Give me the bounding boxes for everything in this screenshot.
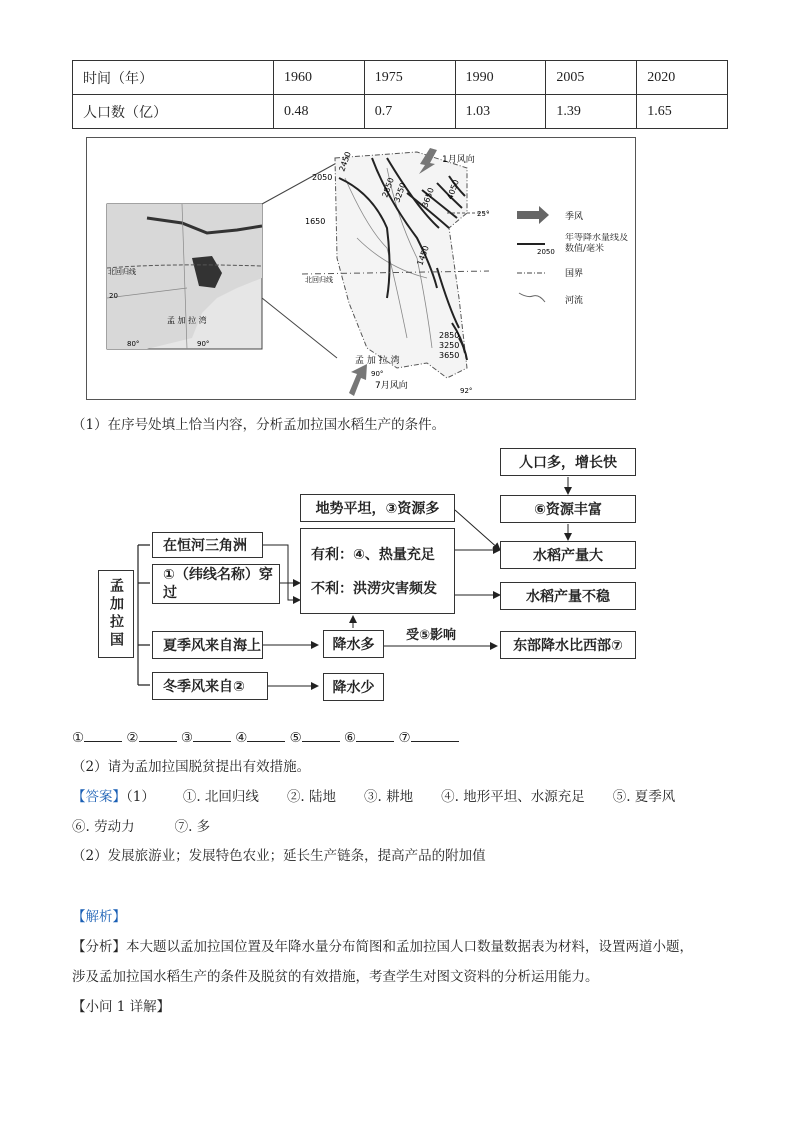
blank-label: ④ [235, 730, 248, 746]
blank-label: ⑤ [289, 730, 302, 746]
inset-lat-label: 20 [109, 292, 118, 300]
blank-label: ③ [180, 730, 193, 746]
isohyet-label: 1450 [415, 244, 431, 267]
table-cell: 时间（年） [73, 61, 274, 95]
blank [411, 727, 459, 742]
blank [193, 727, 231, 742]
legend-river: 河流 [565, 296, 584, 306]
table-cell: 1.39 [546, 95, 637, 129]
lon-label: 90° [371, 370, 384, 378]
table-cell: 1.03 [455, 95, 546, 129]
latitude-box: ①（纬线名称）穿过 [152, 564, 280, 604]
river-legend-icon [519, 293, 545, 302]
east-west-box: 东部降水比西部⑦ [500, 631, 636, 659]
answer-item: ①. 北回归线 [182, 789, 259, 805]
map-svg [87, 138, 635, 399]
isohyet-label: 3250 [392, 181, 408, 204]
isohyet-label: 3650 [420, 186, 436, 209]
jan-wind-label: 1月风向 [442, 155, 475, 165]
answer-item: ③. 耕地 [364, 789, 414, 805]
summer-monsoon-box: 夏季风来自海上 [152, 631, 263, 659]
answer-item: ④. 地形平坦、水源充足 [441, 789, 585, 805]
legend-isohyet: 年等降水量线及数值/毫米 [565, 233, 629, 254]
blank [356, 727, 394, 742]
arrow [455, 510, 500, 550]
question-2: （2）请为孟加拉国脱贫提出有效措施。 [72, 759, 311, 775]
blank [302, 727, 340, 742]
bay-label: 孟 加 拉 湾 [355, 356, 400, 366]
analysis-p1: 【分析】本大题以孟加拉国位置及年降水量分布简图和孟加拉国人口数量数据表为材料，设置两道小题， [72, 939, 693, 955]
table-cell: 0.7 [364, 95, 455, 129]
tropic-label: 北回归线 [305, 276, 333, 284]
lat-label: 25° [477, 210, 490, 218]
jul-wind-arrow [349, 364, 367, 396]
resource-box: ⑥资源丰富 [500, 495, 636, 523]
bracket-ticks [138, 545, 150, 685]
question-1: （1）在序号处填上恰当内容，分析孟加拉国水稻生产的条件。 [72, 417, 446, 433]
rain-less-box: 降水少 [323, 673, 384, 701]
legend-border: 国界 [565, 269, 584, 279]
table-cell: 0.48 [274, 95, 365, 129]
unfavorable-text: 不利：洪涝灾害频发 [311, 581, 437, 597]
monsoon-arrow-icon [517, 206, 549, 224]
answer-line-2 [72, 816, 210, 838]
blanks-line [72, 727, 459, 749]
bangladesh-box: 孟加拉国 [98, 570, 134, 658]
analysis-p2: 涉及孟加拉国水稻生产的条件及脱贫的有效措施，考查学生对图文资料的分析运用能力。 [72, 969, 599, 985]
jul-wind-label: 7月风向 [375, 381, 408, 391]
lon-label: 92° [460, 387, 473, 395]
table-row [73, 61, 728, 95]
favorable-text: 有利：④、热量充足 [311, 547, 435, 563]
blank [247, 727, 285, 742]
answer-item: ⑤. 夏季风 [612, 789, 676, 805]
inset-tropic-label: 北回归线 [108, 268, 136, 276]
winter-monsoon-box: 冬季风来自② [152, 672, 268, 700]
answer-item: ⑦. 多 [174, 819, 211, 835]
analysis-subheading: 【小问 1 详解】 [72, 999, 171, 1015]
blank-label: ⑥ [344, 730, 357, 746]
isohyet-label: 2850 [380, 176, 396, 199]
flow-diagram [0, 440, 800, 710]
legend-isohyet-wrap [565, 233, 635, 261]
legend-isohyet-value: 2050 [537, 248, 555, 256]
yield-unstable-box: 水稻产量不稳 [500, 582, 636, 610]
yield-high-box: 水稻产量大 [500, 541, 636, 569]
inset-bay-label: 孟 加 拉 湾 [167, 316, 207, 325]
population-box: 人口多，增长快 [500, 448, 636, 476]
isohyet-label: 3650 [439, 351, 460, 360]
blank [139, 727, 177, 742]
isohyet-label: 3250 [439, 341, 460, 350]
answer-item: ②. 陆地 [286, 789, 337, 805]
answer-line-1 [72, 786, 732, 808]
blank-label: ⑦ [398, 730, 411, 746]
blank-label: ① [72, 730, 85, 746]
answer-item: ⑥. 劳动力 [72, 819, 135, 835]
precipitation-map [86, 137, 636, 400]
table-row [73, 95, 728, 129]
terrain-box: 地势平坦，③资源多 [300, 494, 455, 522]
isohyet-label: 2450 [337, 150, 353, 173]
blank-label: ② [126, 730, 139, 746]
rain-more-box: 降水多 [323, 630, 384, 658]
table-cell: 2020 [637, 61, 728, 95]
answer-part2: （2）发展旅游业；发展特色农业；延长生产链条，提高产品的附加值 [72, 848, 486, 864]
delta-box: 在恒河三角洲 [152, 532, 263, 558]
population-table [72, 60, 728, 129]
blank [84, 727, 122, 742]
isohyet-label: 4050 [445, 178, 461, 201]
table-cell: 1960 [274, 61, 365, 95]
connector-line [262, 298, 337, 358]
table-cell: 1975 [364, 61, 455, 95]
table-cell: 1.65 [637, 95, 728, 129]
isohyet-label: 1650 [305, 217, 326, 226]
table-cell: 1990 [455, 61, 546, 95]
isohyet-label: 2050 [312, 173, 333, 182]
answer-part1: （1） [126, 789, 155, 805]
isohyet-label: 2850 [439, 331, 460, 340]
table-cell: 2005 [546, 61, 637, 95]
inset-lon-label: 90° [197, 340, 210, 348]
analysis-tag: 【解析】 [72, 909, 126, 925]
connector-line [262, 160, 342, 204]
inset-lon-label: 80° [127, 340, 140, 348]
answer-tag: 【答案】 [72, 789, 126, 805]
table-cell: 人口数（亿） [73, 95, 274, 129]
legend-monsoon: 季风 [565, 212, 584, 222]
conditions-box [300, 528, 455, 614]
affected-label: 受⑤影响 [406, 628, 457, 643]
